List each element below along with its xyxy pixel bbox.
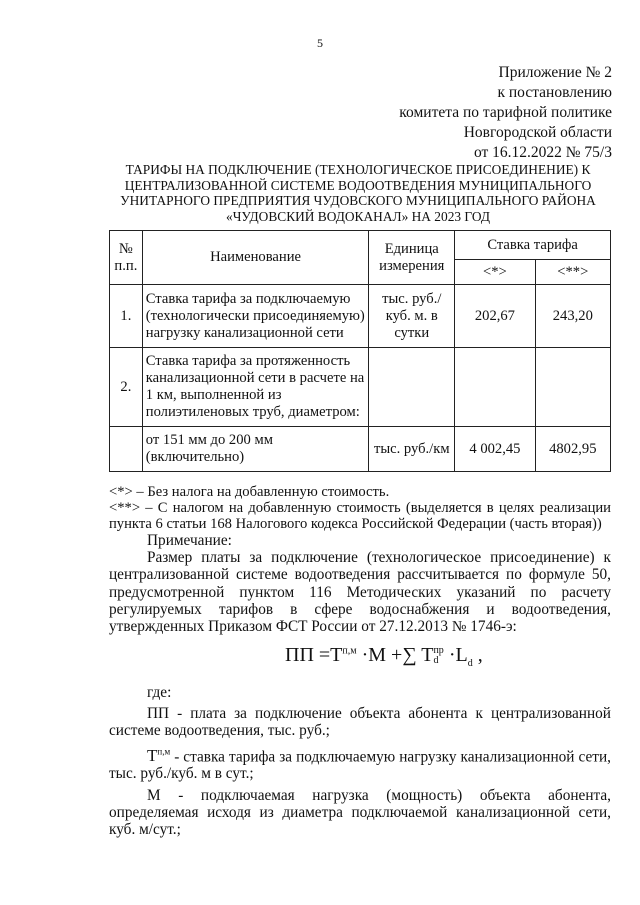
footnote-no-vat: <*> – Без налога на добавленную стоимость. bbox=[109, 484, 390, 500]
table-row bbox=[110, 348, 611, 427]
definitions bbox=[109, 684, 611, 842]
appendix-line-5: от 16.12.2022 № 75/3 bbox=[473, 144, 612, 161]
document-title bbox=[108, 162, 608, 224]
header-rate-vat: <**> bbox=[535, 260, 610, 285]
row-2-rate-no-vat bbox=[455, 348, 535, 427]
table-header-row bbox=[110, 231, 611, 260]
definition-t-sup: п,м bbox=[157, 746, 171, 757]
table-row bbox=[110, 285, 611, 348]
header-rate: Ставка тарифа bbox=[455, 231, 611, 260]
appendix-line-1: Приложение № 2 bbox=[498, 64, 612, 81]
table-row bbox=[110, 427, 611, 472]
formula-equals: = bbox=[318, 644, 331, 666]
row-3-unit: тыс. руб./км bbox=[369, 427, 455, 472]
title-line-1: ТАРИФЫ НА ПОДКЛЮЧЕНИЕ (ТЕХНОЛОГИЧЕСКОЕ ПРИСОЕДИНЕНИЕ) К bbox=[125, 162, 591, 177]
formula-plus: + bbox=[391, 644, 403, 666]
formula-dot-2: · bbox=[448, 644, 456, 666]
where-label: где: bbox=[147, 684, 172, 701]
appendix-header bbox=[399, 63, 612, 163]
appendix-line-2: к постановлению bbox=[497, 84, 612, 101]
formula-td-sub: d bbox=[433, 655, 439, 667]
row-3-rate-no-vat: 4 002,45 bbox=[455, 427, 535, 472]
tariff-table bbox=[109, 230, 611, 472]
header-rate-no-vat: <*> bbox=[455, 260, 535, 285]
title-line-3: УНИТАРНОГО ПРЕДПРИЯТИЯ ЧУДОВСКОГО МУНИЦИПАЛЬНОГО РАЙОНА bbox=[120, 193, 596, 209]
formula-comma: , bbox=[477, 644, 483, 666]
row-3-num bbox=[110, 427, 143, 472]
row-2-name: Ставка тарифа за протяженность канализационной сети в расчете на 1 км, выполненной из полиэтиленовых труб, диаметром: bbox=[142, 348, 369, 427]
formula-dot-1: · bbox=[361, 644, 369, 666]
row-1-rate-vat: 243,20 bbox=[535, 285, 610, 348]
row-1-num: 1. bbox=[110, 285, 143, 348]
row-1-rate-no-vat: 202,67 bbox=[455, 285, 535, 348]
formula-lhs: ПП bbox=[285, 644, 314, 666]
footnotes bbox=[109, 484, 611, 532]
definition-m: М - подключаемая нагрузка (мощность) объекта абонента, определяемая исходя из диаметра подключаемой канализационной сети, куб. м/сут.; bbox=[109, 786, 611, 839]
remark-section bbox=[109, 532, 611, 635]
appendix-line-4: Новгородской области bbox=[463, 124, 612, 141]
row-1-name: Ставка тарифа за подключаемую (технологически присоединяемую) нагрузку канализационной сети bbox=[142, 285, 369, 348]
formula-m: M bbox=[368, 644, 387, 666]
definition-t-text: - ставка тарифа за подключаемую нагрузку канализационной сети, тыс. руб./куб. м в сут.; bbox=[109, 748, 611, 783]
header-unit: Единица измерения bbox=[369, 231, 455, 285]
formula-td-sup: пр bbox=[433, 645, 444, 657]
row-1-unit: тыс. руб./ куб. м. в сутки bbox=[369, 285, 455, 348]
remark-label: Примечание: bbox=[147, 532, 232, 549]
formula-l-sub: d bbox=[467, 658, 473, 669]
title-line-2: ЦЕНТРАЛИЗОВАННОЙ СИСТЕМЕ ВОДООТВЕДЕНИЯ МУНИЦИПАЛЬНОГО bbox=[124, 177, 592, 193]
header-name: Наименование bbox=[142, 231, 369, 285]
row-2-rate-vat bbox=[535, 348, 610, 427]
footnote-vat: <**> – С налогом на добавленную стоимость (выделяется в целях реализации пункта 6 статьи 168 Налогового кодекса Российской Федерации (часть вторая)) bbox=[109, 500, 611, 532]
formula-t-sup: п,м bbox=[342, 645, 357, 657]
definition-t-symbol bbox=[147, 746, 170, 765]
definition-t-base: T bbox=[147, 746, 158, 766]
appendix-line-3: комитета по тарифной политике bbox=[399, 104, 612, 121]
formula-l: L bbox=[455, 644, 468, 666]
definition-t bbox=[109, 744, 611, 783]
header-num: № п.п. bbox=[110, 231, 143, 285]
remark-paragraph: Размер платы за подключение (технологическое присоединение) к централизованной системе водоотведения рассчитывается по формуле 50, предусмотренной пунктом 116 Методических указаний по расчету регулируемых тарифов в сфере водоснабжения и водоотведения, утвержденных Приказом ФСТ России от 27.12.2013 № 1746-э: bbox=[109, 549, 611, 636]
row-3-name: от 151 мм до 200 мм (включительно) bbox=[142, 427, 369, 472]
formula-sum-symbol: ∑ bbox=[402, 644, 417, 666]
page-number: 5 bbox=[317, 36, 323, 50]
row-2-unit bbox=[369, 348, 455, 427]
formula-td: T bbox=[421, 644, 434, 666]
fee-formula bbox=[285, 644, 483, 669]
definition-pp: ПП - плата за подключение объекта абонента к централизованной системе водоотведения, тыс. руб.; bbox=[109, 705, 611, 740]
row-3-rate-vat: 4802,95 bbox=[535, 427, 610, 472]
title-line-4: «ЧУДОВСКИЙ ВОДОКАНАЛ» НА 2023 ГОД bbox=[226, 208, 490, 224]
formula-t: T bbox=[330, 644, 343, 666]
row-2-num: 2. bbox=[110, 348, 143, 427]
